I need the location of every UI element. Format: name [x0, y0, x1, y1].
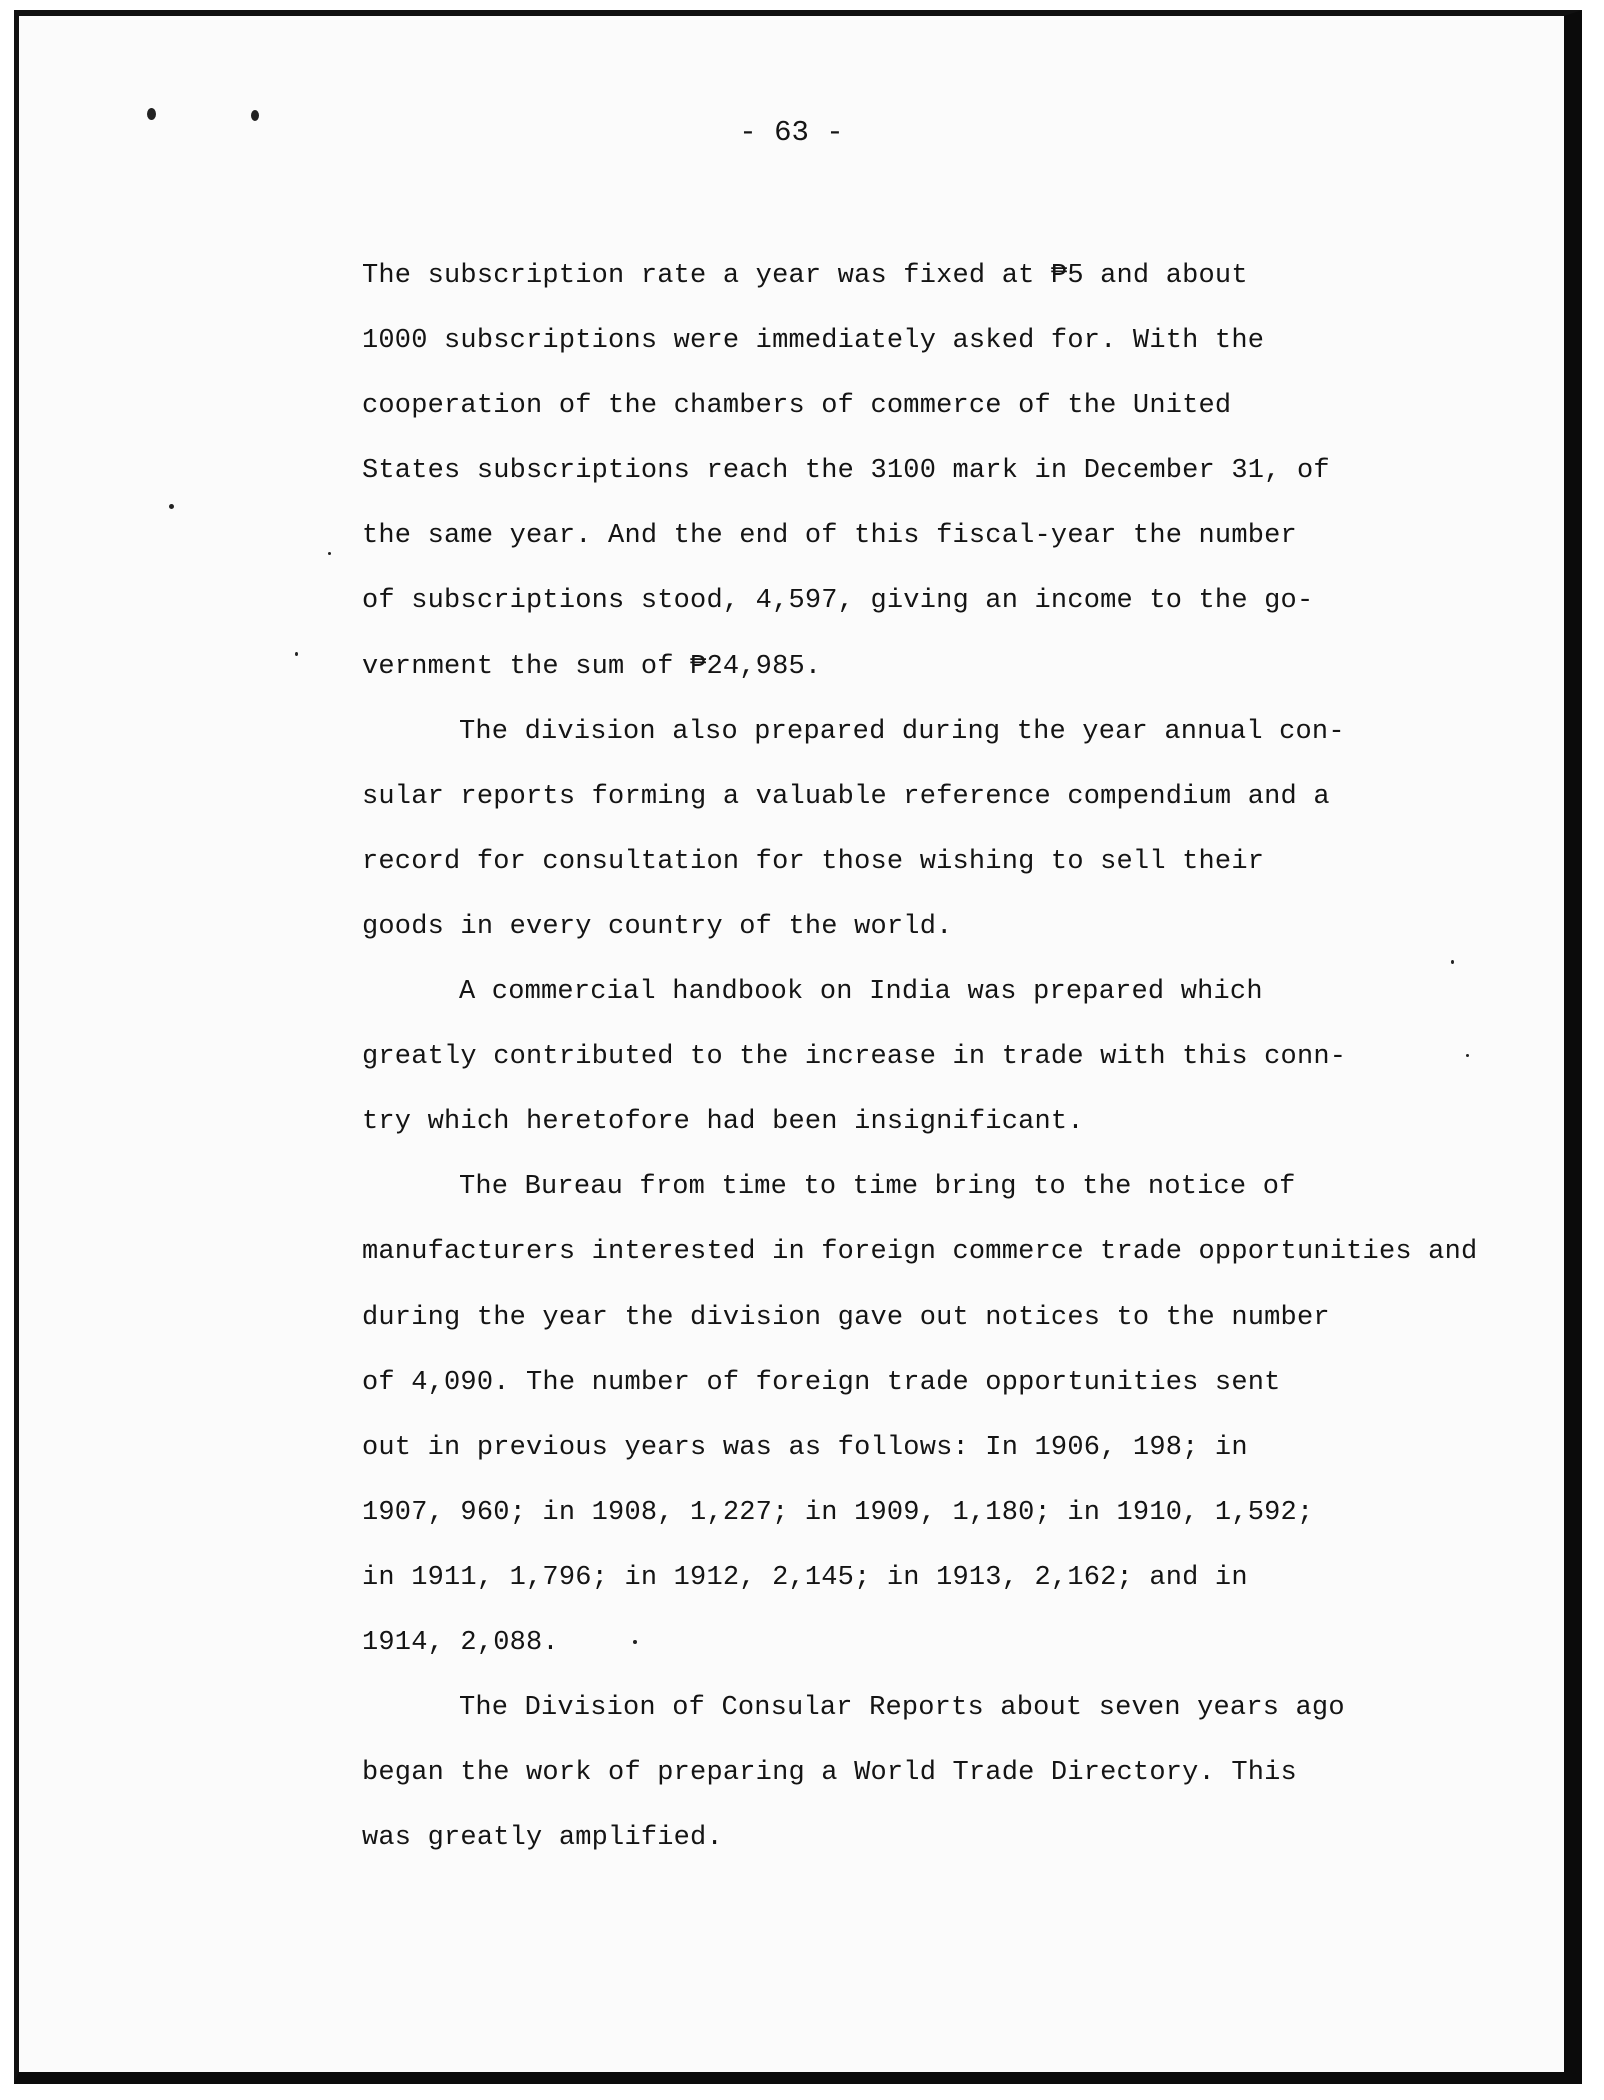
text-line: was greatly amplified.: [362, 1823, 723, 1854]
text-line: The Bureau from time to time bring to the notice of: [459, 1172, 1296, 1203]
scan-speck: [328, 552, 331, 555]
paragraph-subscriptions: [362, 244, 1512, 700]
typewritten-page: [19, 16, 1564, 2072]
text-line: began the work of preparing a World Trade Directory. This: [362, 1758, 1297, 1789]
scan-speck: [169, 504, 174, 509]
text-line: record for consultation for those wishing to sell their: [362, 846, 1265, 877]
text-line: try which heretofore had been insignificant.: [362, 1107, 1084, 1138]
scanned-page-frame: [14, 10, 1582, 2084]
text-line: of subscriptions stood, 4,597, giving an income to the go-: [362, 586, 1314, 617]
paragraph-world-trade-directory: [362, 1676, 1512, 1871]
paragraph-india-handbook: [362, 960, 1512, 1155]
text-line: sular reports forming a valuable reference compendium and a: [362, 781, 1330, 812]
text-line: goods in every country of the world.: [362, 911, 953, 942]
text-line: 1907, 960; in 1908, 1,227; in 1909, 1,180; in 1910, 1,592;: [362, 1497, 1314, 1528]
text-line: cooperation of the chambers of commerce of the United: [362, 391, 1232, 422]
text-line: in 1911, 1,796; in 1912, 2,145; in 1913, 2,162; and in: [362, 1562, 1248, 1593]
text-line: vernment the sum of ₱24,985.: [362, 651, 822, 682]
text-line: of 4,090. The number of foreign trade opportunities sent: [362, 1367, 1281, 1398]
text-line: The Division of Consular Reports about seven years ago: [459, 1693, 1345, 1724]
text-line: A commercial handbook on India was prepared which: [459, 977, 1263, 1008]
paragraph-trade-opportunities: [362, 1155, 1512, 1676]
page-number: - 63 -: [739, 116, 844, 149]
text-line: out in previous years was as follows: In 1906, 198; in: [362, 1432, 1248, 1463]
text-line: during the year the division gave out notices to the number: [362, 1302, 1330, 1333]
text-line: greatly contributed to the increase in trade with this conn-: [362, 1042, 1347, 1073]
text-line: States subscriptions reach the 3100 mark in December 31, of: [362, 456, 1330, 487]
paragraph-consular-reports: [362, 700, 1512, 960]
text-line: The subscription rate a year was fixed at ₱5 and about: [362, 261, 1248, 291]
text-line: 1914, 2,088.: [362, 1627, 559, 1658]
text-line: The division also prepared during the year annual con-: [459, 716, 1345, 747]
text-line: manufacturers interested in foreign commerce trade opportunities and: [362, 1237, 1478, 1268]
body-text: [362, 244, 1512, 1871]
text-line: the same year. And the end of this fiscal-year the number: [362, 521, 1297, 552]
text-line: 1000 subscriptions were immediately asked for. With the: [362, 326, 1265, 357]
scan-speck: [295, 652, 298, 656]
